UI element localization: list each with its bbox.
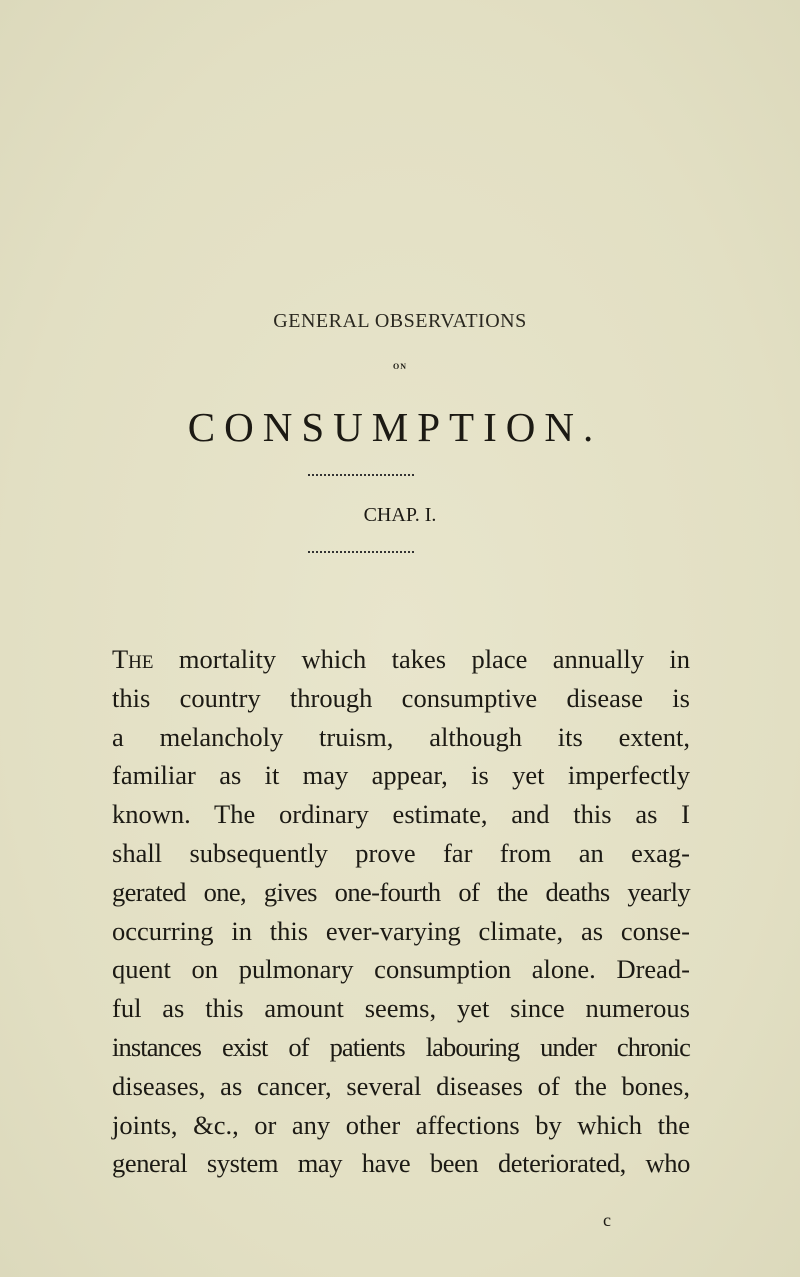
text-line: shall subsequently prove far from an exag- — [112, 837, 690, 868]
text-line: occurring in this ever-varying climate, as conse- — [112, 915, 690, 946]
text-line: this country through consumptive disease is — [112, 682, 690, 713]
text-line: ful as this amount seems, yet since numerous — [112, 993, 690, 1024]
body-text — [112, 640, 690, 1183]
text-line: joints, &c., or any other affections by which the — [112, 1109, 690, 1140]
text-line: general system may have been deteriorated, who — [112, 1148, 690, 1179]
drop-word: The — [112, 644, 154, 674]
text-line: quent on pulmonary consumption alone. Dread- — [112, 954, 690, 985]
text-line: familiar as it may appear, is yet imperfectly — [112, 760, 690, 791]
ornamental-rule — [308, 474, 414, 476]
text-line: a melancholy truism, although its extent, — [112, 721, 690, 752]
text-line: instances exist of patients labouring under chronic — [112, 1031, 690, 1062]
text-line: The mortality which takes place annually in — [112, 644, 690, 674]
ornamental-rule — [308, 551, 414, 553]
signature-mark: c — [603, 1210, 611, 1230]
text-line: known. The ordinary estimate, and this as I — [112, 799, 690, 830]
text-line: gerated one, gives one-fourth of the deaths yearly — [112, 876, 690, 907]
page-title: CONSUMPTION. — [187, 404, 603, 450]
heading-general-observations: GENERAL OBSERVATIONS — [273, 310, 527, 332]
chapter-heading: CHAP. I. — [363, 504, 437, 526]
heading-on: ON — [393, 362, 407, 371]
text-line: diseases, as cancer, several diseases of the bones, — [112, 1070, 690, 1101]
